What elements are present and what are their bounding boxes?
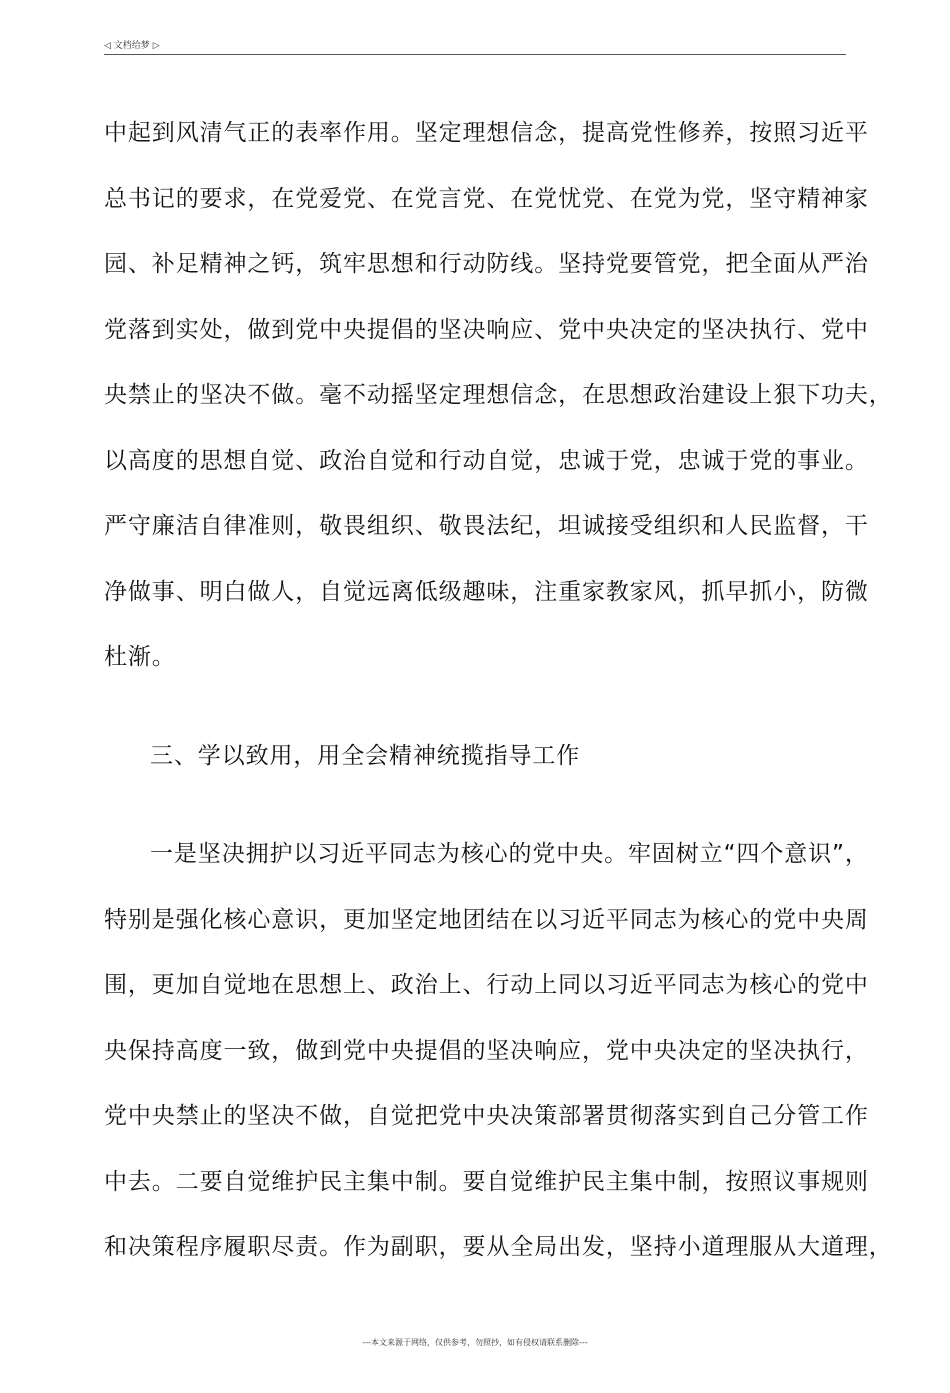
body-line: 党落到实处，做到党中央提倡的坚决响应、党中央决定的坚决执行、党中 — [104, 316, 869, 343]
left-triangle-icon: ◁ — [104, 41, 111, 51]
header-title: 文档给梦 — [113, 41, 150, 51]
document-body — [104, 108, 893, 1288]
body-line: 特别是强化核心意识，更加坚定地团结在以习近平同志为核心的党中央周 — [104, 906, 869, 933]
body-line: 和决策程序履职尽责。作为副职，要从全局出发，坚持小道理服从大道理， — [104, 1234, 893, 1260]
right-triangle-icon: ▷ — [152, 41, 160, 51]
body-line: 中去。二要自觉维护民主集中制。要自觉维护民主集中制，按照议事规则 — [104, 1168, 869, 1195]
page-footer: ---本文来源于网络，仅供参考，勿照抄，如有侵权请联系删除--- — [362, 1338, 588, 1347]
header-title-row — [104, 40, 160, 52]
body-line: 围，更加自觉地在思想上、政治上、行动上同以习近平同志为核心的党中 — [104, 972, 869, 998]
body-line: 党中央禁止的坚决不做，自觉把党中央决策部署贯彻落实到自己分管工作 — [104, 1103, 869, 1129]
body-line: 总书记的要求，在党爱党、在党言党、在党忧党、在党为党，坚守精神家 — [104, 185, 869, 212]
page-header — [104, 40, 846, 55]
body-line: 以高度的思想自觉、政治自觉和行动自觉，忠诚于党，忠诚于党的事业。 — [104, 447, 869, 474]
body-line: 中起到风清气正的表率作用。坚定理想信念，提高党性修养，按照习近平 — [104, 120, 869, 146]
paragraph-gap — [104, 698, 874, 731]
body-line: 净做事、明白做人，自觉远离低级趣味，注重家教家风，抓早抓小，防微 — [104, 578, 869, 605]
body-line: 杜渐。 — [104, 644, 176, 670]
body-line: 央保持高度一致，做到党中央提倡的坚决响应，党中央决定的坚决执行， — [104, 1037, 869, 1064]
paragraph-gap — [104, 796, 874, 829]
body-line: 央禁止的坚决不做。毫不动摇坚定理想信念，在思想政治建设上狠下功夫， — [104, 382, 893, 408]
body-line: 严守廉洁自律准则，敬畏组织、敬畏法纪，坦诚接受组织和人民监督，干 — [104, 513, 869, 539]
section-heading: 三、学以致用，用全会精神统揽指导工作 — [150, 742, 581, 769]
body-line: 一是坚决拥护以习近平同志为核心的党中央。牢固树立“四个意识”， — [150, 841, 869, 867]
body-line: 园、补足精神之钙，筑牢思想和行动防线。坚持党要管党，把全面从严治 — [104, 251, 869, 277]
